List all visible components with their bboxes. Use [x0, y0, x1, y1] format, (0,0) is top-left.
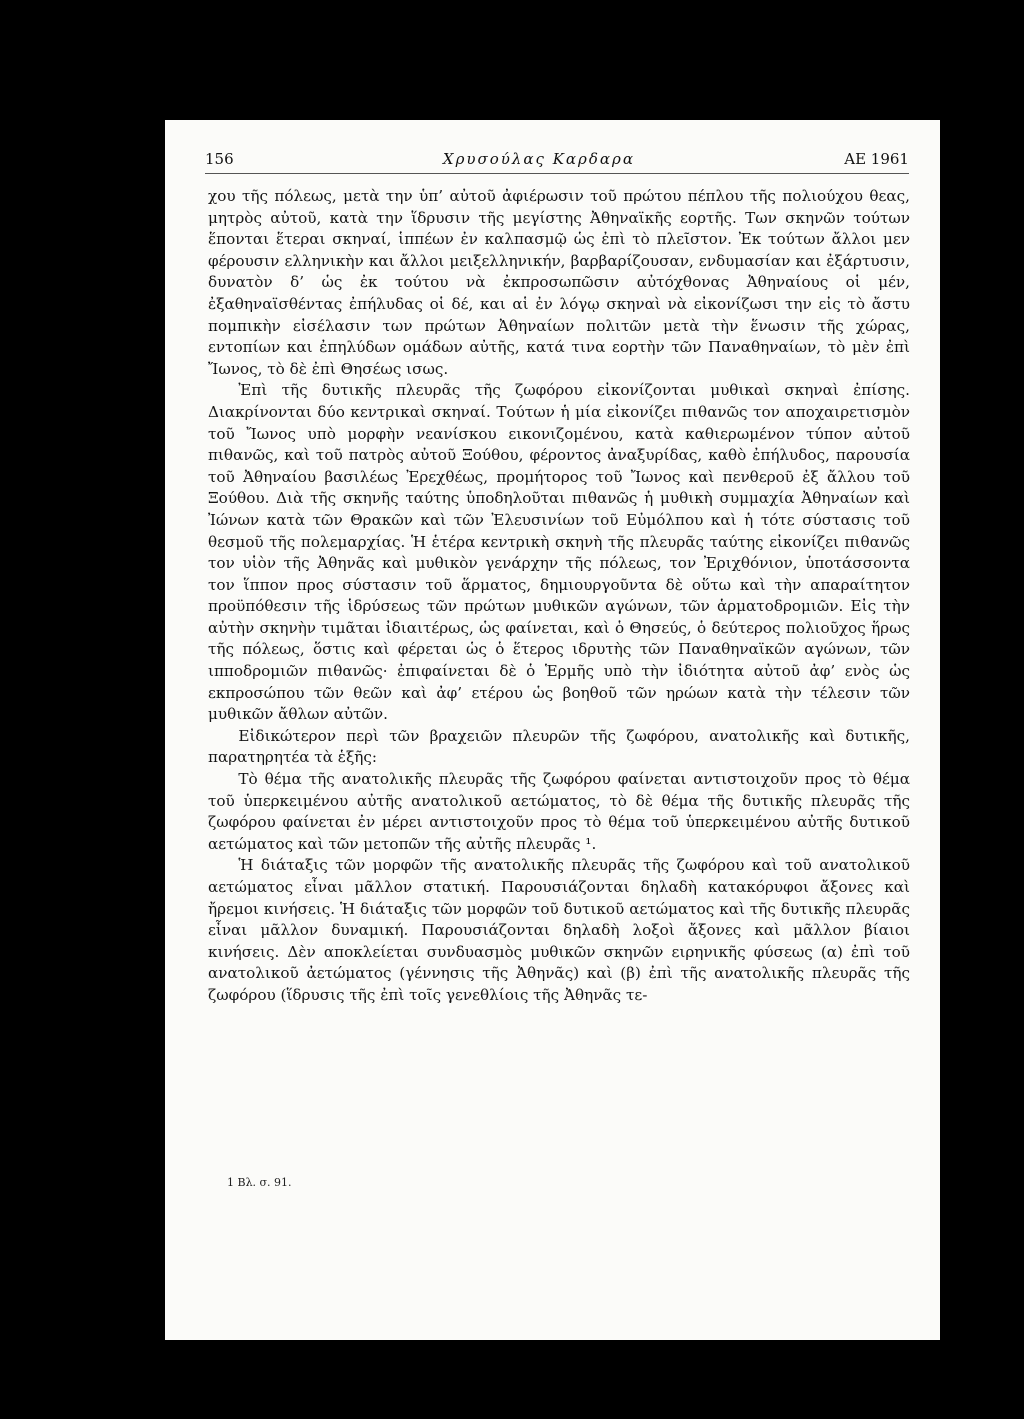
paragraph: Τὸ θέμα τῆς ανατολικῆς πλευρᾶς τῆς ζωφόρου φαίνεται αντιστοιχοῦν προς τὸ θέμα τοῦ ὑπερκειμένου αὐτῆς ανατολικοῦ αετώματος, τὸ δὲ θέμα τῆς δυτικῆς πλευρᾶς τῆς ζωφόρου φαίνεται ἐν μέρει αντιστοιχοῦν προς τὸ θέμα τοῦ ὑπερκειμένου αὐτῆς δυτικοῦ αετώματος καὶ τῶν μετοπῶν τῆς αὐτῆς πλευρᾶς ¹.	[208, 770, 910, 853]
footnote: 1 Βλ. σ. 91.	[227, 1176, 292, 1189]
paragraph: Εἰδικώτερον περὶ τῶν βραχειῶν πλευρῶν τῆς ζωφόρου, ανατολικῆς καὶ δυτικῆς, παρατηρητέα τὰ ἑξῆς:	[208, 726, 910, 767]
document-page	[165, 120, 940, 1340]
paragraph: Ἐπὶ τῆς δυτικῆς πλευρᾶς τῆς ζωφόρου εἰκονίζονται μυθικαὶ σκηναὶ ἐπίσης. Διακρίνονται δύο κεντρικαὶ σκηναί. Τούτων ἡ μία εἰκονίζει πιθανῶς τον αποχαιρετισμὸν τοῦ Ἴωνος υπὸ μορφὴν νεανίσκου εικονιζομένου, κατὰ καθιερωμένον τύπον αὐτοῦ πιθανῶς, καὶ τοῦ πατρὸς αὐτοῦ Ξούθου, φέροντος ἀναξυρίδας, καθὸ ἐπήλυδος, παρουσία τοῦ Ἀθηναίου βασιλέως Ἐρεχθέως, προμήτορος τοῦ Ἴωνος καὶ πενθεροῦ ἐξ ἄλλου τοῦ Ξούθου. Διὰ τῆς σκηνῆς ταύτης ὑποδηλοῦται πιθανῶς ἡ μυθικὴ συμμαχία Ἀθηναίων καὶ Ἰώνων κατὰ τῶν Θρακῶν καὶ τῶν Ἐλευσινίων τοῦ Εὐμόλπου καὶ ἡ τότε σύστασις τοῦ θεσμοῦ τῆς πολεμαρχίας. Ἡ ἑτέρα κεντρικὴ σκηνὴ τῆς πλευρᾶς ταύτης εἰκονίζει πιθανῶς τον υἱὸν τῆς Ἀθηνᾶς καὶ μυθικὸν γενάρχην τῆς πόλεως, τον Ἐριχθόνιον, ὑποτάσσοντα τον ἵππον προς σύστασιν τοῦ ἅρματος, δημιουργοῦντα δὲ οὕτω καὶ τὴν απαραίτητον προϋπόθεσιν τῆς ἱδρύσεως τῶν πρώτων μυθικῶν αγώνων, τῶν ἁρματοδρομιῶν. Εἰς τὴν αὐτὴν σκηνὴν τιμᾶται ἰδιαιτέρως, ὡς φαίνεται, καὶ ὁ Θησεύς, ὁ δεύτερος πολιοῦχος ἥρως τῆς πόλεως, ὅστις καὶ φέρεται ὡς ὁ ἕτερος ιδρυτὴς τῶν Παναθηναϊκῶν αγώνων, τῶν ιπποδρομιῶν πιθανῶς· ἐπιφαίνεται δὲ ὁ Ἑρμῆς υπὸ τὴν ἰδιότητα αὐτοῦ ἀφ’ ενὸς ὡς εκπροσώπου τῶν θεῶν καὶ ἀφ’ ετέρου ὡς βοηθοῦ τῶν ηρώων κατὰ τὴν τέλεσιν τῶν μυθικῶν ἄθλων αὐτῶν.	[208, 381, 910, 724]
paragraph: Ἡ διάταξις τῶν μορφῶν τῆς ανατολικῆς πλευρᾶς τῆς ζωφόρου καὶ τοῦ ανατολικοῦ αετώματος εἶναι μᾶλλον στατική. Παρουσιάζονται δηλαδὴ κατακόρυφοι ἄξονες καὶ ἤρεμοι κινήσεις. Ἡ διάταξις τῶν μορφῶν τοῦ δυτικοῦ αετώματος καὶ τῆς δυτικῆς πλευρᾶς εἶναι μᾶλλον δυναμική. Παρουσιάζονται δηλαδὴ λοξοὶ ἄξονες καὶ μᾶλλον βίαιοι κινήσεις. Δὲν αποκλείεται συνδυασμὸς μυθικῶν σκηνῶν ειρηνικῆς φύσεως (α) ἐπὶ τοῦ ανατολικοῦ ἀετώματος (γέννησις τῆς Ἀθηνᾶς) καὶ (β) ἐπὶ τῆς ανατολικῆς πλευρᾶς τῆς ζωφόρου (ἵδρυσις τῆς ἐπὶ τοῖς γενεθλίοις τῆς Ἀθηνᾶς τε-	[208, 856, 910, 1004]
journal-reference: ΑΕ 1961	[844, 150, 909, 168]
header-rule	[205, 173, 909, 174]
paragraph: χου τῆς πόλεως, μετὰ την ὑπ’ αὐτοῦ ἀφιέρωσιν τοῦ πρώτου πέπλου τῆς πολιούχου θεας, μητρὸς αὐτοῦ, κατὰ την ἵδρυσιν τῆς μεγίστης Ἀθηναϊκῆς εορτῆς. Των σκηνῶν τούτων ἕπονται ἕτεραι σκηναί, ἱππέων ἐν καλπασμῷ ὡς ἐπὶ τὸ πλεῖστον. Ἐκ τούτων ἄλλοι μεν φέρουσιν ελληνικὴν και ἄλλοι μειξελληνικήν, βαρβαρίζουσαν, ενδυμασίαν και ἐξάρτυσιν, δυνατὸν δ’ ὡς ἐκ τούτου νὰ ἐκπροσωπῶσιν αὐτόχθονας Ἀθηναίους οἱ μέν, ἐξαθηναϊσθέντας ἐπήλυδας οἱ δέ, και αἱ ἐν λόγῳ σκηναὶ νὰ εἰκονίζωσι την εἰς τὸ ἄστυ πομπικὴν εἰσέλασιν των πρώτων Ἀθηναίων πολιτῶν μετὰ τὴν ἕνωσιν τῆς χώρας, εντοπίων και ἐπηλύδων ομάδων αὐτῆς, κατά τινα εορτὴν τῶν Παναθηναίων, τὸ μὲν ἐπὶ Ἴωνος, τὸ δὲ ἐπὶ Θησέως ισως.	[208, 187, 910, 378]
page-number: 156	[205, 150, 234, 168]
running-title: Χρυσούλας Καρδαρα	[442, 150, 635, 168]
page-header	[205, 148, 909, 170]
body-text	[208, 186, 910, 1007]
